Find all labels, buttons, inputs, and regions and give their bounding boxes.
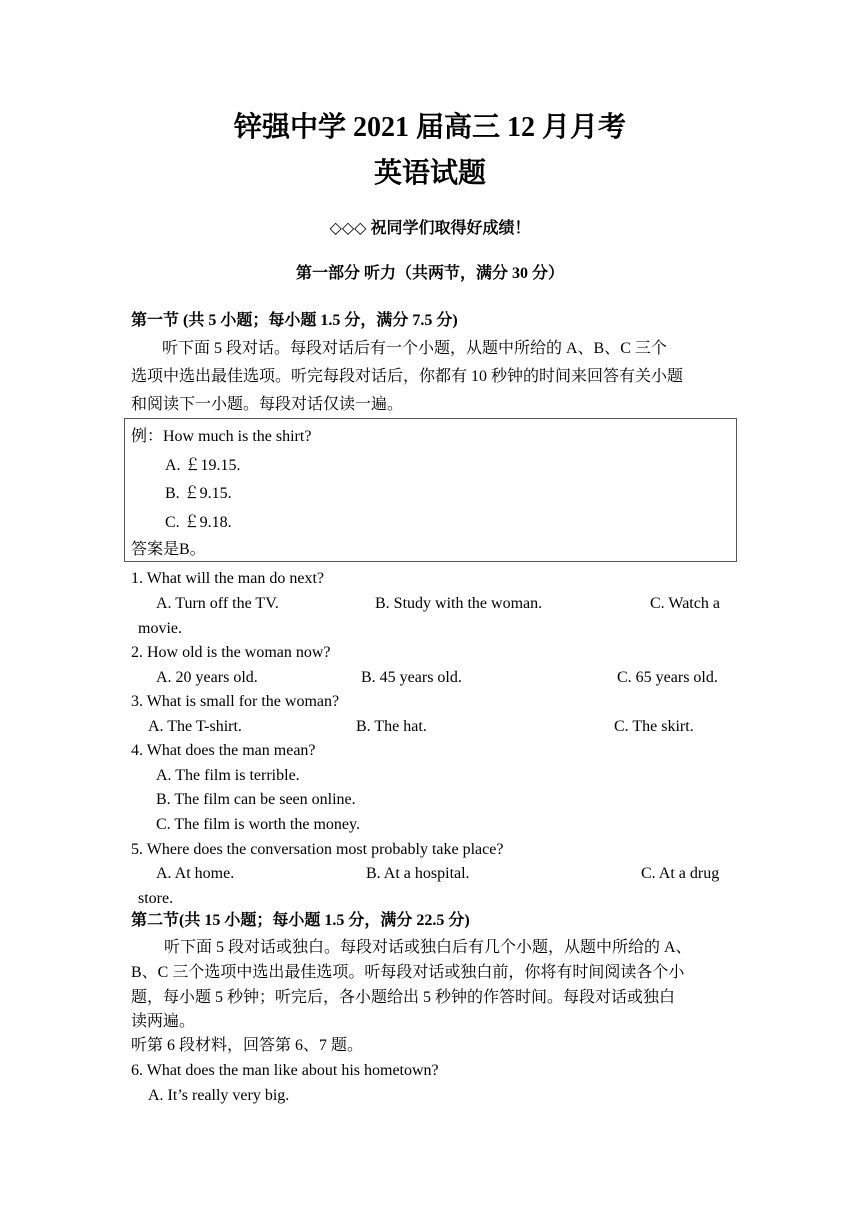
q1-stem: 1. What will the man do next? [131, 570, 324, 587]
q5-option-a: A. At home. [156, 865, 235, 882]
section1-instruction-3: 和阅读下一小题。每段对话仅读一遍。 [131, 396, 404, 413]
section2-heading: 第二节(共 15 小题；每小题 1.5 分，满分 22.5 分) [131, 912, 470, 929]
example-question: 例：How much is the shirt? [131, 428, 312, 445]
q1-option-b: B. Study with the woman. [375, 595, 543, 612]
exam-title: 锌强中学 2021 届高三 12 月月考 [233, 112, 626, 143]
q1-option-c: C. Watch a [650, 595, 720, 612]
q2-option-c: C. 65 years old. [617, 669, 718, 686]
q5-option-c-cont: store. [138, 890, 174, 907]
q1-option-c-cont: movie. [138, 620, 182, 637]
section1-heading: 第一节 (共 5 小题；每小题 1.5 分，满分 7.5 分) [131, 312, 458, 329]
q4-option-a: A. The film is terrible. [156, 767, 300, 784]
q5-option-b: B. At a hospital. [366, 865, 470, 882]
q1-option-a: A. Turn off the TV. [156, 595, 279, 612]
material6-line: 听第 6 段材料，回答第 6、7 题。 [131, 1037, 364, 1054]
section1-instruction-2: 选项中选出最佳选项。听完每段对话后，你都有 10 秒钟的时间来回答有关小题 [131, 368, 684, 385]
example-option-b: B. ￡9.15. [165, 485, 232, 502]
example-option-c: C. ￡9.18. [165, 514, 232, 531]
q6-stem: 6. What does the man like about his hometown? [131, 1062, 439, 1079]
q2-option-b: B. 45 years old. [361, 669, 462, 686]
q3-option-c: C. The skirt. [614, 718, 694, 735]
q2-option-a: A. 20 years old. [156, 669, 258, 686]
example-option-a: A. ￡19.15. [165, 457, 241, 474]
q5-option-c: C. At a drug [641, 865, 720, 882]
q3-option-b: B. The hat. [356, 718, 427, 735]
example-answer: 答案是B。 [131, 541, 206, 558]
q5-stem: 5. Where does the conversation most probably take place? [131, 841, 504, 858]
q4-option-c: C. The film is worth the money. [156, 816, 360, 833]
q2-stem: 2. How old is the woman now? [131, 644, 331, 661]
q3-stem: 3. What is small for the woman? [131, 693, 340, 710]
q4-stem: 4. What does the man mean? [131, 742, 316, 759]
wish-line: ◇◇◇ 祝同学们取得好成绩！ [329, 220, 531, 237]
part1-heading: 第一部分 听力（共两节，满分 30 分） [295, 265, 564, 282]
exam-subtitle: 英语试题 [373, 158, 486, 189]
section2-instruction-3: 题，每小题 5 秒钟；听完后，各小题给出 5 秒钟的作答时间。每段对话或独白 [131, 989, 676, 1006]
section2-instruction-2: B、C 三个选项中选出最佳选项。听每段对话或独白前，你将有时间阅读各个小 [131, 964, 685, 981]
q3-option-a: A. The T-shirt. [148, 718, 242, 735]
q4-option-b: B. The film can be seen online. [156, 791, 356, 808]
q6-option-a: A. It’s really very big. [148, 1087, 290, 1104]
section2-instruction-4: 读两遍。 [131, 1013, 196, 1030]
section2-instruction-1: 听下面 5 段对话或独白。每段对话或独白后有几个小题，从题中所给的 A、 [164, 939, 692, 956]
section1-instruction-1: 听下面 5 段对话。每段对话后有一个小题，从题中所给的 A、B、C 三个 [162, 340, 667, 357]
